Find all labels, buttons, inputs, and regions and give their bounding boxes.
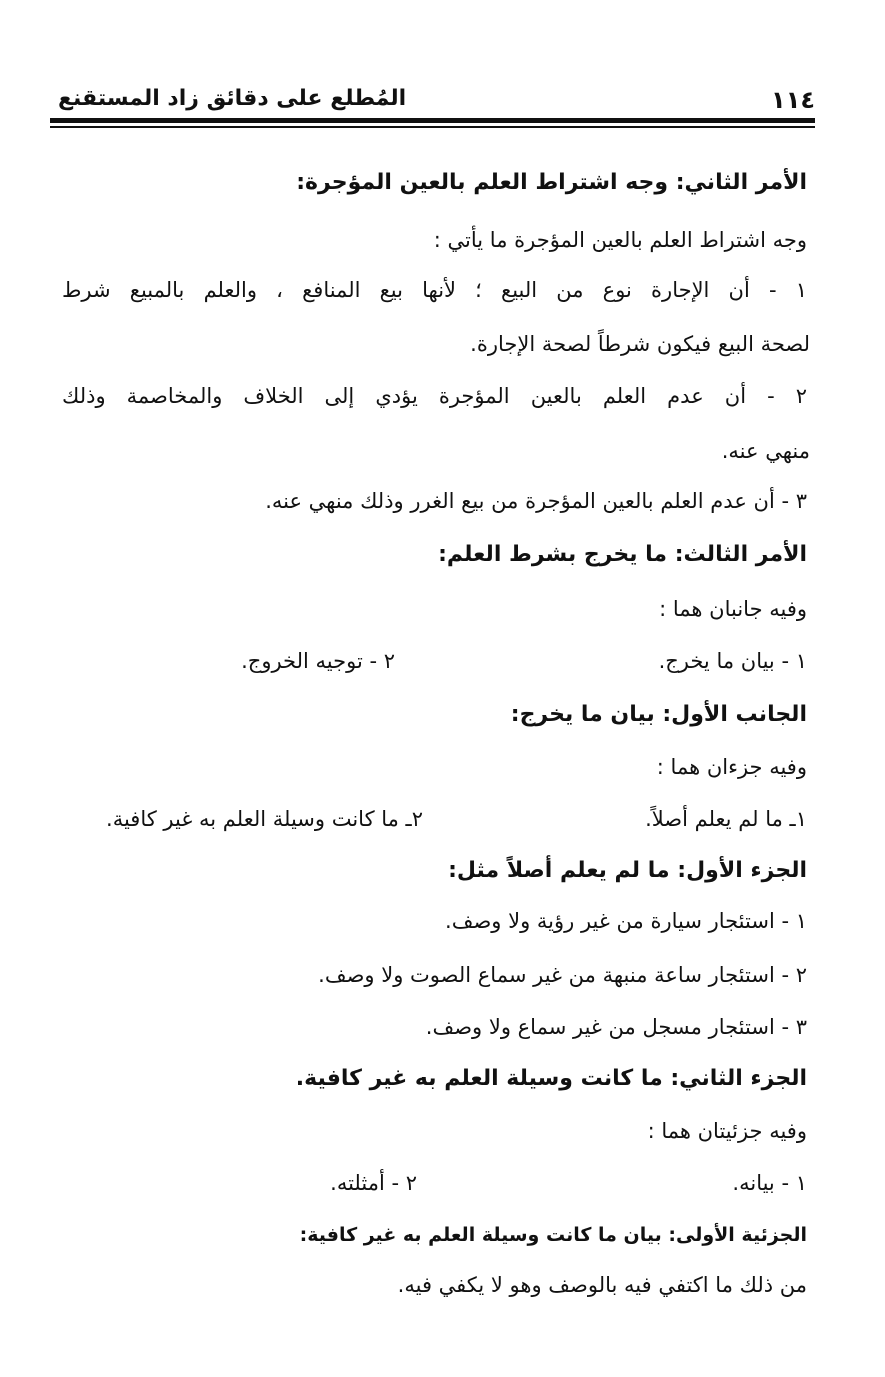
reason-3: ٣ - أن عدم العلم بالعين المؤجرة من بيع الغرر وذلك منهي عنه. (265, 489, 807, 513)
part-2: ٢ـ ما كانت وسيلة العلم به غير كافية. (106, 807, 423, 831)
paragraph-last: من ذلك ما اكتفي فيه بالوصف وهو لا يكفي فيه. (397, 1273, 807, 1297)
heading-second-matter: الأمر الثاني: وجه اشتراط العلم بالعين المؤجرة: (296, 170, 807, 195)
subpart-1: ١ - بيانه. (732, 1171, 807, 1195)
heading-first-side: الجانب الأول: بيان ما يخرج: (510, 702, 807, 727)
side-1: ١ - بيان ما يخرج. (658, 649, 807, 673)
header-rule-thin (50, 126, 815, 128)
book-title: المُطلع على دقائق زاد المستقنع (58, 86, 407, 111)
reason-1-line-2: لصحة البيع فيكون شرطاً لصحة الإجارة. (470, 332, 810, 356)
page-number: ١١٤ (771, 86, 815, 114)
heading-second-part: الجزء الثاني: ما كانت وسيلة العلم به غير كافية. (295, 1066, 807, 1091)
paragraph-two-parts: وفيه جزءان هما : (656, 755, 807, 779)
heading-first-part: الجزء الأول: ما لم يعلم أصلاً مثل: (448, 858, 807, 883)
side-2: ٢ - توجيه الخروج. (241, 649, 395, 673)
part-1: ١ـ ما لم يعلم أصلاً. (645, 807, 807, 831)
page-header (50, 78, 815, 118)
header-rule-thick (50, 118, 815, 123)
example-1: ١ - استئجار سيارة من غير رؤية ولا وصف. (445, 909, 807, 933)
reason-1-line-1: ١ - أن الإجارة نوع من البيع ؛ لأنها بيع المنافع ، والعلم بالمبيع شرط (62, 278, 807, 302)
paragraph-two-sides: وفيه جانبان هما : (659, 597, 807, 621)
heading-first-subpart: الجزئية الأولى: بيان ما كانت وسيلة العلم به غير كافية: (299, 1224, 807, 1246)
example-2: ٢ - استئجار ساعة منبهة من غير سماع الصوت ولا وصف. (318, 963, 807, 987)
paragraph-two-subparts: وفيه جزئيتان هما : (647, 1119, 807, 1143)
subpart-2: ٢ - أمثلته. (330, 1171, 417, 1195)
example-3: ٣ - استئجار مسجل من غير سماع ولا وصف. (425, 1015, 807, 1039)
reason-2-line-2: منهي عنه. (721, 439, 810, 463)
heading-third-matter: الأمر الثالث: ما يخرج بشرط العلم: (438, 542, 807, 567)
paragraph-intro-second: وجه اشتراط العلم بالعين المؤجرة ما يأتي : (433, 228, 807, 252)
reason-2-line-1: ٢ - أن عدم العلم بالعين المؤجرة يؤدي إلى الخلاف والمخاصمة وذلك (62, 384, 807, 408)
